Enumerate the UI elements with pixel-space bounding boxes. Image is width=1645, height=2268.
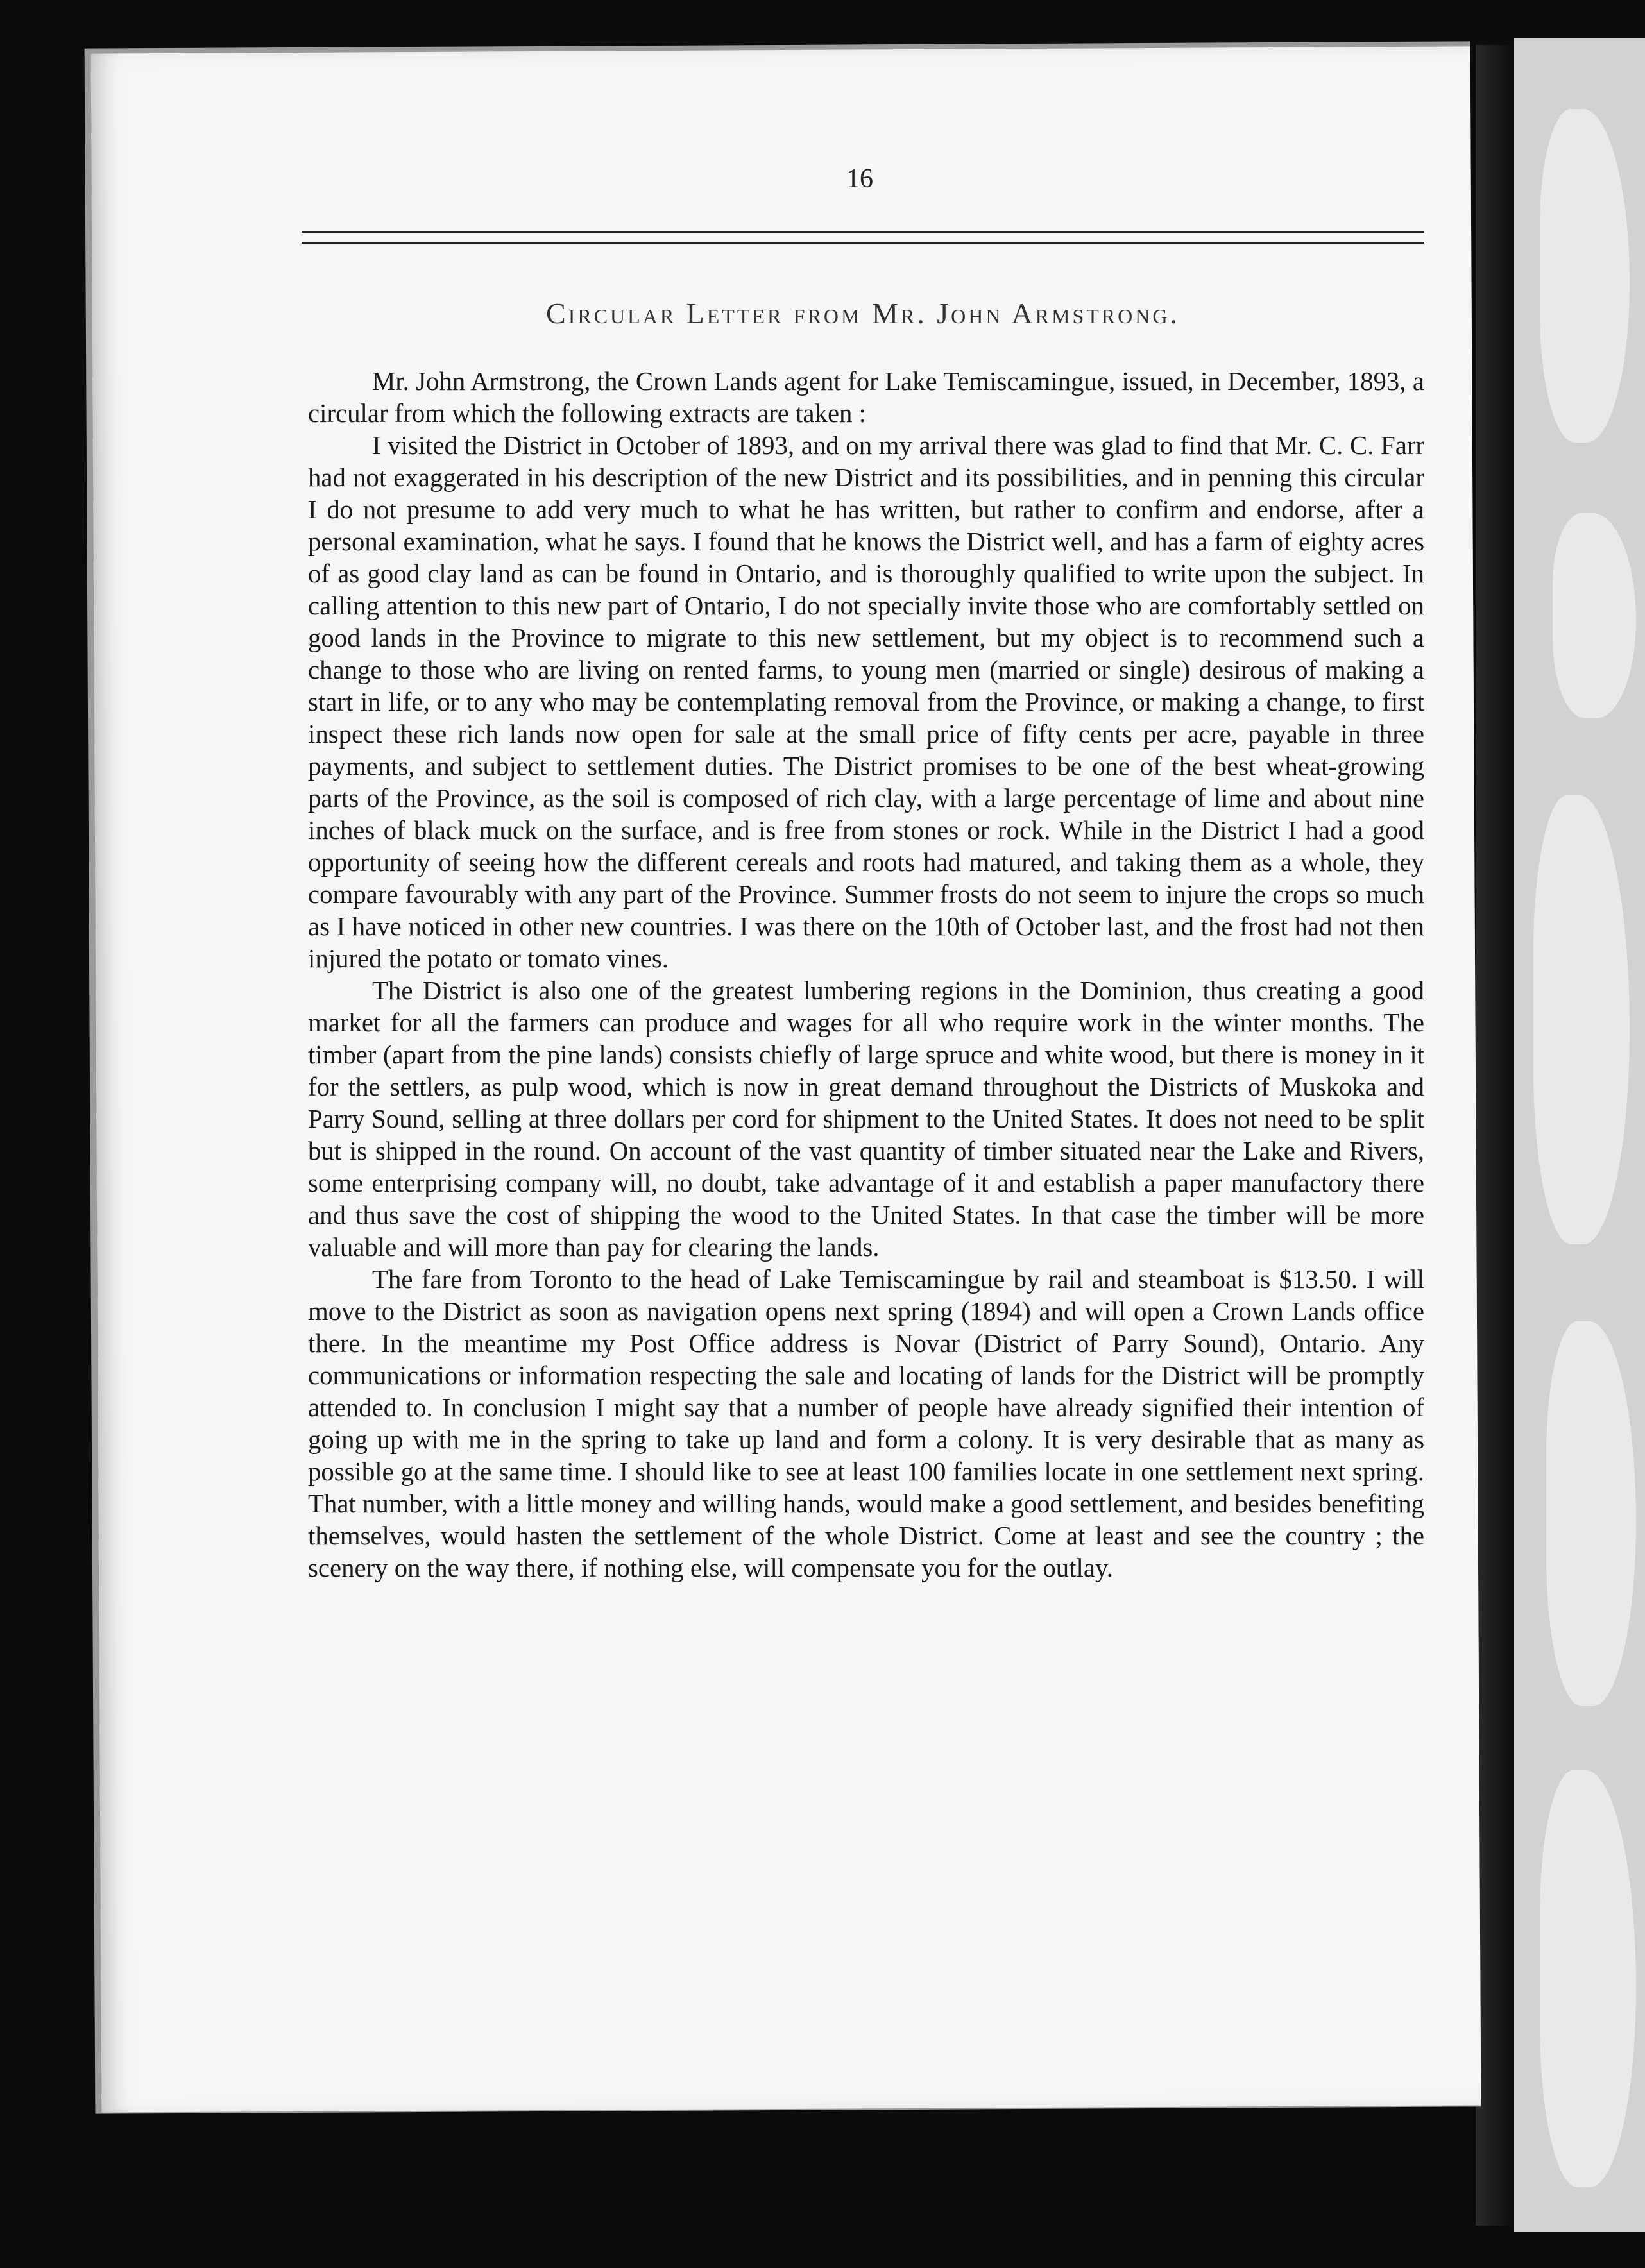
page-title: Circular Letter from Mr. John Armstrong.: [546, 297, 1180, 330]
document-body: [308, 366, 1424, 1584]
paragraph-fare-and-conclusion: The fare from Toronto to the head of Lake Temiscamingue by rail and steamboat is $13.50. I will move to the District as soon as navigation opens next spring (1894) and will open a Crown Lands office there. In the meantime my Post Office address is Novar (District of Parry Sound), Ontario. Any communications or information respecting the sale and locating of lands for the District will be promptly attended to. In conclusion I might say that a number of people have already signified their intention of going up with me in the spring to take up land and form a colony. It is very desirable that as many as possible go at the same time. I should like to see at least 100 families locate in one settlement next spring. That number, with a little money and willing hands, would make a good settlement, and besides benefiting themselves, would hasten the settlement of the whole District. Come at least and see the country ; the scenery on the way there, if nothing else, will compensate you for the outlay.: [308, 1265, 1424, 1582]
page-number: 16: [846, 164, 873, 194]
paragraph-intro: Mr. John Armstrong, the Crown Lands agent for Lake Temiscamingue, issued, in December, 1893, a circular from which the following extracts are taken :: [308, 367, 1424, 428]
header-double-rule: [302, 231, 1424, 244]
adjacent-page-edge: [1514, 38, 1645, 2232]
book-gutter: [1476, 45, 1514, 2226]
paragraph-district-visit: I visited the District in October of 1893, and on my arrival there was glad to find that Mr. C. C. Farr had not exaggerated in his description of the new District and its possibilities, and in penning this circular I do not presume to add very much to what he has written, but rather to confirm and endorse, after a personal examination, what he says. I found that he knows the District well, and has a farm of eighty acres of as good clay land as can be found in Ontario, and is thoroughly qualified to write upon the subject. In calling attention to this new part of Ontario, I do not specially invite those who are comfortably settled on good lands in the Province to migrate to this new settlement, but my object is to recommend such a change to those who are living on rented farms, to young men (married or single) desirous of making a start in life, or to any who may be contemplating removal from the Province, or making a change, to first inspect these rich lands now open for sale at the small price of fifty cents per acre, payable in three payments, and subject to settlement duties. The District promises to be one of the best wheat-growing parts of the Province, as the soil is composed of rich clay, with a large percentage of lime and about nine inches of black muck on the surface, and is free from stones or rock. While in the District I had a good opportunity of seeing how the different cereals and roots had matured, and taking them as a whole, they compare favourably with any part of the Province. Summer frosts do not seem to injure the crops so much as I have noticed in other new countries. I was there on the 10th of October last, and the frost had not then injured the potato or tomato vines.: [308, 431, 1424, 973]
paragraph-lumbering: The District is also one of the greatest lumbering regions in the Dominion, thus creating a good market for all the farmers can produce and wages for all who require work in the winter months. The timber (apart from the pine lands) consists chiefly of large spruce and white wood, but there is money in it for the settlers, as pulp wood, which is now in great demand throughout the Districts of Muskoka and Parry Sound, selling at three dollars per cord for shipment to the United States. It does not need to be split but is shipped in the round. On account of the vast quantity of timber situated near the Lake and Rivers, some enterprising company will, no doubt, take advantage of it and establish a paper manufactory there and thus save the cost of shipping the wood to the United States. In that case the timber will be more valuable and will more than pay for clearing the lands.: [308, 976, 1424, 1262]
